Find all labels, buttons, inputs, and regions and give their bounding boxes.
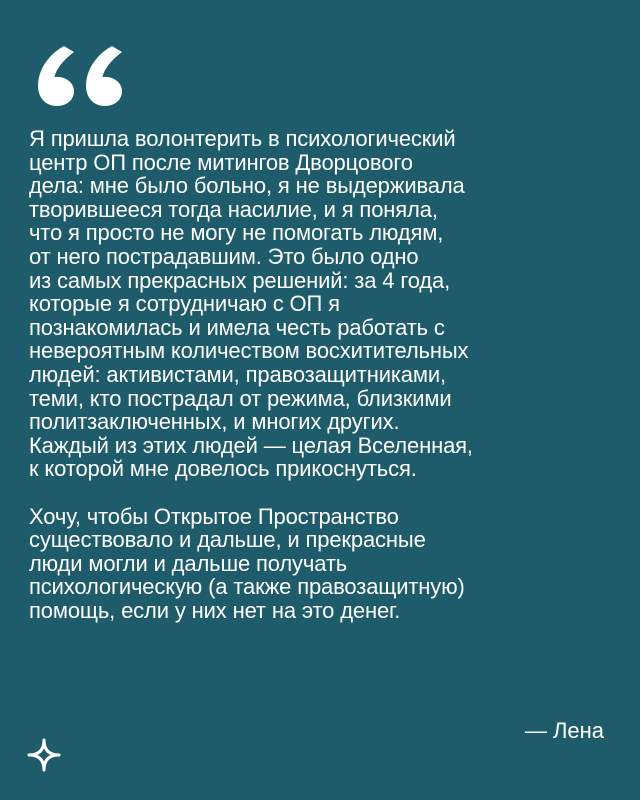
quote-paragraph-1: Я пришла волонтерить в психологический центр ОП после митингов Дворцового дела: мне было больно, я не выдерживала творившееся тогда насилие, и я поняла, что я просто не могу не помогать людям, от него пострадавшим. Это было одно из самых прекрасных решений: за 4 года, которые я сотрудничаю с ОП я познакомилась и имела честь работать с невероятным количеством восхитительных людей: активистами, правозащитниками, теми, кто пострадал от режима, близкими политзаключенных, и многих других. Каждый из этих людей — целая Вселенная, к которой мне довелось прикоснуться. (29, 126, 473, 482)
four-point-sparkle-icon (27, 738, 61, 772)
opening-quote-icon (30, 44, 122, 106)
quote-paragraph-2: Хочу, чтобы Открытое Пространство существовало и дальше, и прекрасные люди могли и дальше получать психологическую (а также правозащитную) помощь, если у них нет на это денег. (29, 503, 465, 623)
quote-body (29, 127, 619, 622)
signature: — Лена (524, 718, 604, 743)
